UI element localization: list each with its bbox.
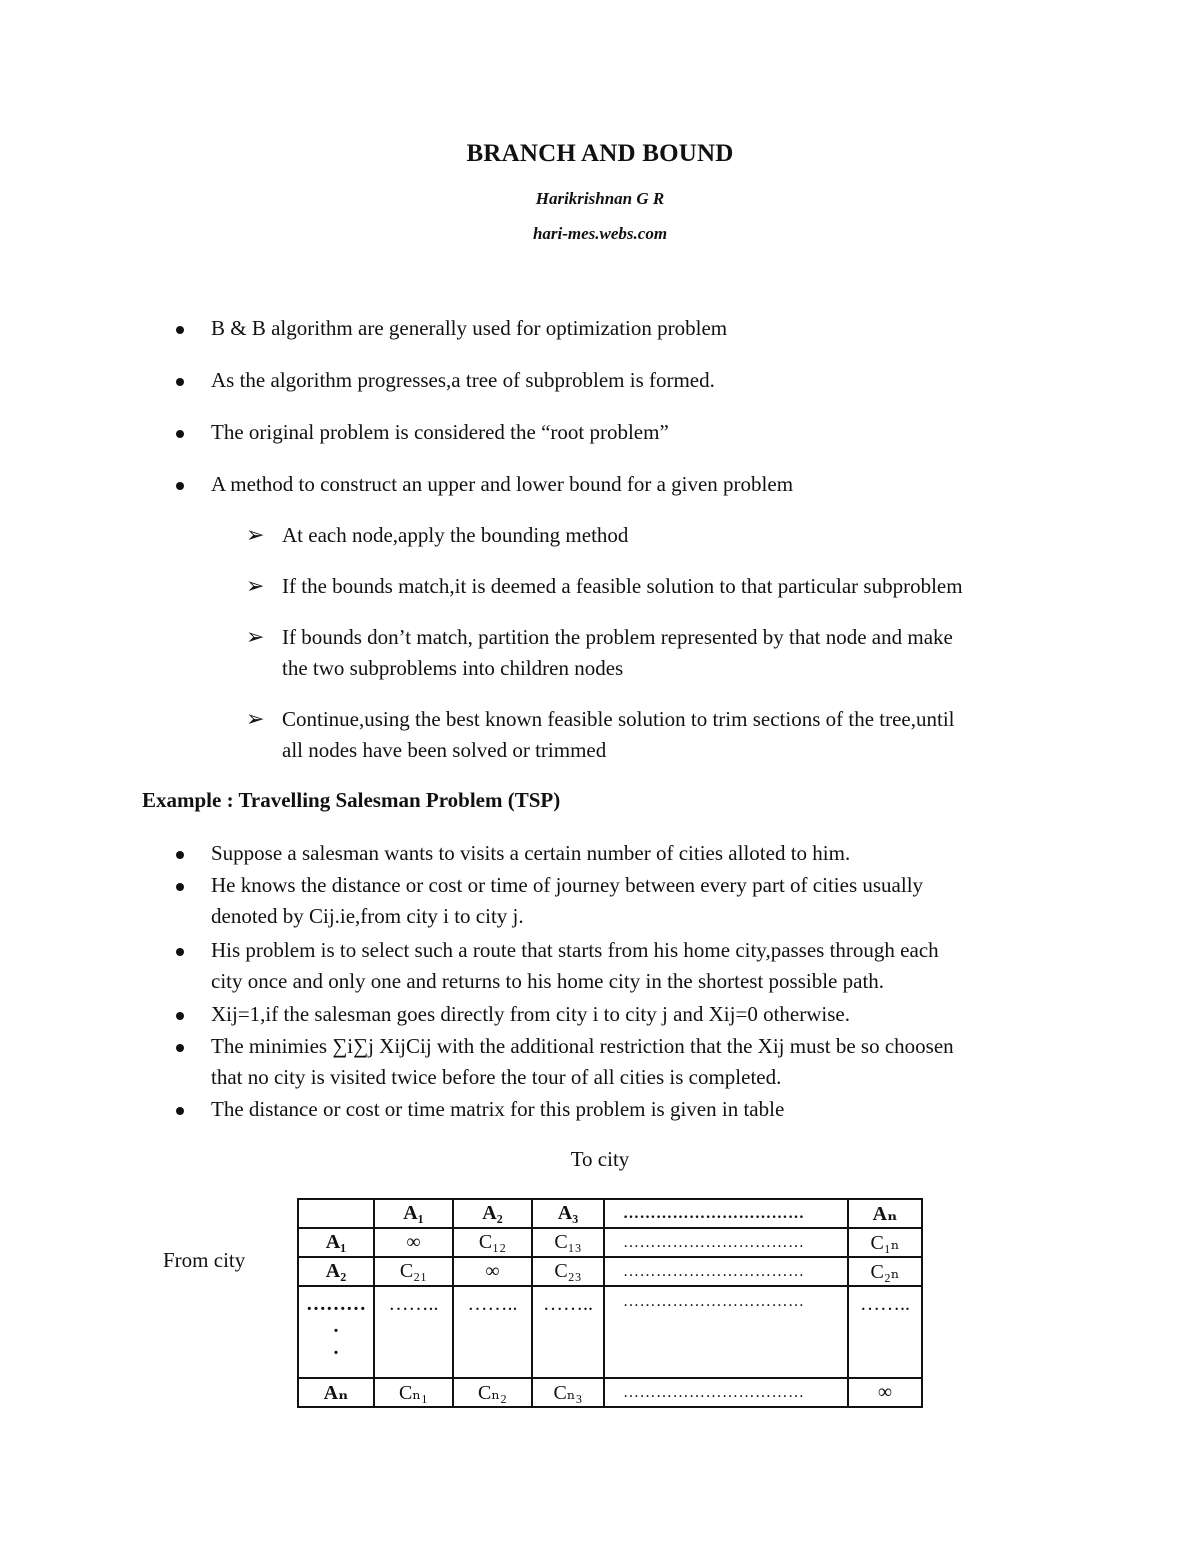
- bullet-dot-icon: [176, 378, 184, 386]
- header-cell: Aₙ: [848, 1199, 922, 1228]
- table-cell: C₁₂: [453, 1228, 532, 1257]
- table-cell: ……………………………: [604, 1286, 848, 1378]
- list-item: As the algorithm progresses,a tree of subproblem is formed.: [211, 368, 715, 392]
- header-cell: ……………………………: [604, 1199, 848, 1228]
- arrow-bullet-icon: ➢: [246, 574, 265, 599]
- header-cell: [298, 1199, 374, 1228]
- bullet-dot-icon: [176, 482, 184, 490]
- author-name: Harikrishnan G R: [535, 189, 665, 208]
- table-cell: ∞: [848, 1378, 922, 1407]
- table-cell: ……………………………: [604, 1228, 848, 1257]
- list-item: A method to construct an upper and lower bound for a given problem: [211, 472, 794, 496]
- list-item-continuation: the two subproblems into children nodes: [282, 656, 624, 680]
- table-cell: C₁ₙ: [848, 1228, 922, 1257]
- list-item-continuation: all nodes have been solved or trimmed: [282, 738, 607, 762]
- list-item-continuation: city once and only one and returns to his home city in the shortest possible path.: [211, 969, 885, 993]
- table-cell: ∞: [374, 1228, 453, 1257]
- row-header-cell: ……… . .: [298, 1286, 374, 1378]
- table-cell: ……………………………: [604, 1378, 848, 1407]
- table-row: [298, 1257, 922, 1286]
- list-item: The original problem is considered the “root problem”: [211, 420, 669, 444]
- bullet-dot-icon: [176, 851, 184, 859]
- list-item: His problem is to select such a route that starts from his home city,passes through each: [211, 938, 939, 962]
- table-row: [298, 1228, 922, 1257]
- bullet-dot-icon: [176, 1107, 184, 1115]
- list-item: Suppose a salesman wants to visits a certain number of cities alloted to him.: [211, 841, 851, 865]
- list-item: Xij=1,if the salesman goes directly from city i to city j and Xij=0 otherwise.: [211, 1002, 850, 1026]
- list-item: The minimies ∑i∑j XijCij with the additional restriction that the Xij must be so choosen: [211, 1034, 954, 1058]
- table-cell: C₁₃: [532, 1228, 604, 1257]
- bullet-dot-icon: [176, 1044, 184, 1052]
- table-cell: ∞: [453, 1257, 532, 1286]
- table-cell: ……..: [453, 1286, 532, 1378]
- bullet-dot-icon: [176, 326, 184, 334]
- list-item: The distance or cost or time matrix for this problem is given in table: [211, 1097, 785, 1121]
- header-cell: A₁: [374, 1199, 453, 1228]
- row-header-cell: Aₙ: [298, 1378, 374, 1407]
- table-cell: C₂ₙ: [848, 1257, 922, 1286]
- example-heading: Example : Travelling Salesman Problem (TSP): [142, 788, 561, 812]
- list-item: B & B algorithm are generally used for optimization problem: [211, 316, 728, 340]
- list-item-continuation: that no city is visited twice before the tour of all cities is completed.: [211, 1065, 782, 1089]
- list-item-continuation: denoted by Cij.ie,from city i to city j.: [211, 904, 524, 928]
- bullet-dot-icon: [176, 1012, 184, 1020]
- table-cell: Cₙ₁: [374, 1378, 453, 1407]
- row-header-cell: A₁: [298, 1228, 374, 1257]
- table-cell: Cₙ₃: [532, 1378, 604, 1407]
- table-row: [298, 1378, 922, 1407]
- bullet-dot-icon: [176, 430, 184, 438]
- table-header-row: [298, 1199, 922, 1228]
- table-cell: ……..: [374, 1286, 453, 1378]
- table-cell: ……………………………: [604, 1257, 848, 1286]
- table-cell: ……..: [848, 1286, 922, 1378]
- header-cell: A₃: [532, 1199, 604, 1228]
- table-cell: Cₙ₂: [453, 1378, 532, 1407]
- table-caption-from-city: From city: [163, 1248, 246, 1272]
- list-item: If the bounds match,it is deemed a feasible solution to that particular subproblem: [282, 574, 963, 598]
- bullet-dot-icon: [176, 883, 184, 891]
- arrow-bullet-icon: ➢: [246, 707, 265, 732]
- table-cell: C₂₃: [532, 1257, 604, 1286]
- header-cell: A₂: [453, 1199, 532, 1228]
- table-cell: ……..: [532, 1286, 604, 1378]
- row-header-cell: A₂: [298, 1257, 374, 1286]
- table-cell: C₂₁: [374, 1257, 453, 1286]
- list-item: He knows the distance or cost or time of journey between every part of cities usually: [211, 873, 924, 897]
- arrow-bullet-icon: ➢: [246, 625, 265, 650]
- bullet-dot-icon: [176, 948, 184, 956]
- author-website: hari-mes.webs.com: [532, 224, 668, 243]
- list-item: If bounds don’t match, partition the problem represented by that node and make: [282, 625, 953, 649]
- page-title: BRANCH AND BOUND: [466, 140, 734, 167]
- list-item: Continue,using the best known feasible solution to trim sections of the tree,until: [282, 707, 955, 731]
- table-caption-to-city: To city: [570, 1147, 630, 1171]
- arrow-bullet-icon: ➢: [246, 523, 265, 548]
- cost-matrix-table: [297, 1198, 923, 1408]
- table-row: [298, 1286, 922, 1378]
- list-item: At each node,apply the bounding method: [282, 523, 629, 547]
